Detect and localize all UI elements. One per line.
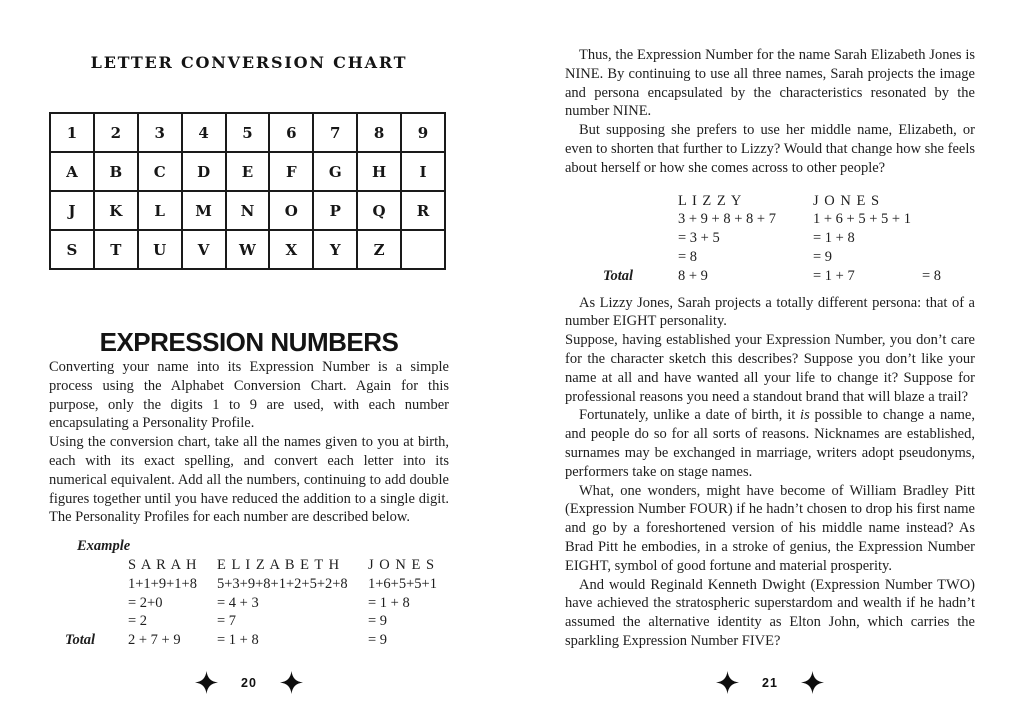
- expression-intro-text: [49, 358, 449, 527]
- paragraph: [49, 433, 449, 527]
- chart-cell: R: [401, 191, 445, 230]
- chart-row: [50, 152, 445, 191]
- example-calc: = 4 + 3: [217, 594, 259, 611]
- spacer-cell: [603, 248, 678, 267]
- spacer-cell: [922, 192, 975, 211]
- paragraph-text: Suppose, having established your Expression Number, you don’t care for the character sketch this describes? Suppose you don’t like your name at all and have wanted all your life to change it? Suppose for professional reasons you need a standout brand that will blaze a trail?: [565, 332, 975, 405]
- chart-cell: H: [357, 152, 401, 191]
- chart-cell: T: [94, 230, 138, 269]
- chart-row: [50, 191, 445, 230]
- spacer-cell: [603, 229, 678, 248]
- spacer-cell: [65, 556, 128, 575]
- chart-cell: B: [94, 152, 138, 191]
- example-calc: = 9: [368, 613, 388, 630]
- chart-cell: 4: [182, 113, 226, 152]
- chart-cell: 7: [313, 113, 357, 152]
- spacer-cell: [922, 248, 975, 267]
- right-intro-text: [565, 46, 975, 178]
- chart-cell: Z: [357, 230, 401, 269]
- example-calc: 3 + 9 + 8 + 8 + 7: [678, 211, 776, 228]
- paragraph-emphasis: is: [800, 407, 810, 424]
- chart-cell: K: [94, 191, 138, 230]
- chart-row: [50, 113, 445, 152]
- chart-cell: 6: [269, 113, 313, 152]
- sparkle-star-icon: [280, 671, 303, 694]
- total-label: Total: [603, 267, 634, 284]
- spacer-cell: [603, 210, 678, 229]
- left-page-footer: [49, 671, 449, 694]
- example-calc: = 1 + 8: [813, 230, 855, 247]
- chart-cell: P: [313, 191, 357, 230]
- example-name-jones: J O N E S: [813, 192, 881, 209]
- chart-cell: F: [269, 152, 313, 191]
- chart-cell: A: [50, 152, 94, 191]
- chart-cell: G: [313, 152, 357, 191]
- paragraph: [565, 121, 975, 177]
- paragraph: [565, 576, 975, 651]
- example-calc: 1+6+5+5+1: [368, 575, 437, 592]
- paragraph-text: Thus, the Expression Number for the name Sarah Elizabeth Jones is NINE. By continuing to use all three names, Sarah projects the image and persona encapsulated by the characteristics resonated by the number NINE.: [565, 47, 975, 120]
- chart-cell: 2: [94, 113, 138, 152]
- paragraph: [565, 406, 975, 481]
- paragraph-text: Using the conversion chart, take all the names given to you at birth, each with its exact spelling, and convert each letter into its numerical equivalent. Add all the numbers, continuing to add double figures together until you have reduced the addition to a single digit. The Personality Profiles for each number are described below.: [49, 434, 449, 526]
- example-name-lizzy: L I Z Z Y: [678, 192, 743, 209]
- example-total-result: = 8: [922, 267, 942, 284]
- chart-cell: Q: [357, 191, 401, 230]
- chart-cell: S: [50, 230, 94, 269]
- example-calc: = 1 + 8: [368, 594, 410, 611]
- paragraph: [565, 294, 975, 332]
- spacer-cell: [922, 210, 975, 229]
- paragraph-text: Converting your name into its Expression Number is a simple process using the Alphabet Conversion Chart. Again for this purpose, only the digits 1 to 9 are used, with each number encapsulating a Personality Profile.: [49, 359, 449, 432]
- paragraph-text: What, one wonders, might have become of William Bradley Pitt (Expression Number FOUR) if he hadn’t chosen to drop his first name and go by a foreshortened version of his middle name instead? As Brad Pitt he embodies, in a stroke of genius, the Expression Number EIGHT, symbol of good fortune and material prosperity.: [565, 482, 975, 574]
- chart-cell: 5: [226, 113, 270, 152]
- letter-conversion-chart-title: LETTER CONVERSION CHART: [90, 53, 408, 72]
- paragraph-text: Fortunately, unlike a date of birth, it: [579, 407, 801, 424]
- spacer-cell: [65, 575, 128, 594]
- sparkle-star-icon: [716, 671, 739, 694]
- paragraph: [49, 358, 449, 433]
- page-number-right: 21: [762, 675, 778, 690]
- chart-cell: 8: [357, 113, 401, 152]
- chart-cell: D: [182, 152, 226, 191]
- example-label: Example: [77, 538, 131, 555]
- chart-cell: [401, 230, 445, 269]
- chart-cell: 3: [138, 113, 182, 152]
- example-calc: = 9: [813, 248, 833, 265]
- example-calc: 5+3+9+8+1+2+5+2+8: [217, 575, 348, 592]
- page-number-left: 20: [241, 675, 257, 690]
- chart-cell: 9: [401, 113, 445, 152]
- example-grid-left: [65, 556, 449, 650]
- example-calc: 1+1+9+1+8: [128, 575, 197, 592]
- paragraph: [565, 46, 975, 121]
- example-name-elizabeth: E L I Z A B E T H: [217, 556, 341, 573]
- chart-cell: J: [50, 191, 94, 230]
- example-total: 8 + 9: [678, 267, 708, 284]
- example-calc: = 7: [217, 613, 237, 630]
- spacer-cell: [603, 192, 678, 211]
- example-calc: = 3 + 5: [678, 230, 720, 247]
- chart-cell: L: [138, 191, 182, 230]
- example-calc: = 2+0: [128, 594, 163, 611]
- chart-cell: 1: [50, 113, 94, 152]
- chart-cell: M: [182, 191, 226, 230]
- letter-conversion-table: [49, 112, 446, 270]
- example-total: = 1 + 7: [813, 267, 855, 284]
- example-calc: = 2: [128, 613, 148, 630]
- right-page: [565, 0, 975, 717]
- paragraph-text: possible to change a name, and people do so for all sorts of reasons. Nicknames are established, surnames may be exchanged in marriage, writers adopt pseudonyms, performers take on stage names.: [565, 407, 975, 480]
- spacer-cell: [922, 229, 975, 248]
- right-body-text: [565, 294, 975, 651]
- sparkle-star-icon: [195, 671, 218, 694]
- chart-row: [50, 230, 445, 269]
- spacer-cell: [65, 612, 128, 631]
- sparkle-star-icon: [801, 671, 824, 694]
- expression-numbers-heading: EXPRESSION NUMBERS: [99, 327, 399, 357]
- example-block-left: [49, 537, 449, 650]
- chart-cell: U: [138, 230, 182, 269]
- example-grid-right: [603, 192, 975, 286]
- chart-cell: C: [138, 152, 182, 191]
- paragraph-text: As Lizzy Jones, Sarah projects a totally different persona: that of a number EIGHT personality.: [565, 294, 975, 330]
- chart-cell: W: [226, 230, 270, 269]
- example-block-right: [565, 192, 975, 286]
- example-name-jones: J O N E S: [368, 556, 436, 573]
- right-page-footer: [565, 671, 975, 694]
- chart-cell: I: [401, 152, 445, 191]
- chart-cell: V: [182, 230, 226, 269]
- example-calc: 1 + 6 + 5 + 5 + 1: [813, 211, 911, 228]
- left-page: [49, 0, 449, 717]
- total-label: Total: [65, 632, 96, 649]
- example-name-sarah: S A R A H: [128, 556, 198, 573]
- paragraph-text: And would Reginald Kenneth Dwight (Expression Number TWO) have achieved the stratospheric superstardom and wealth if he hadn’t assumed the alternative identity as Elton John, which carries the sparkling Expression Number FIVE?: [565, 576, 975, 649]
- chart-cell: O: [269, 191, 313, 230]
- paragraph-text: But supposing she prefers to use her middle name, Elizabeth, or even to shorten that further to Lizzy? Would that change how she feels about herself or how she comes across to other people?: [565, 122, 975, 176]
- example-total: = 1 + 8: [217, 632, 259, 649]
- chart-cell: E: [226, 152, 270, 191]
- example-total: = 9: [368, 632, 388, 649]
- chart-cell: N: [226, 191, 270, 230]
- example-calc: = 8: [678, 248, 698, 265]
- chart-cell: X: [269, 230, 313, 269]
- chart-cell: Y: [313, 230, 357, 269]
- example-total: 2 + 7 + 9: [128, 632, 181, 649]
- paragraph: [565, 331, 975, 406]
- spacer-cell: [65, 594, 128, 613]
- paragraph: [565, 482, 975, 576]
